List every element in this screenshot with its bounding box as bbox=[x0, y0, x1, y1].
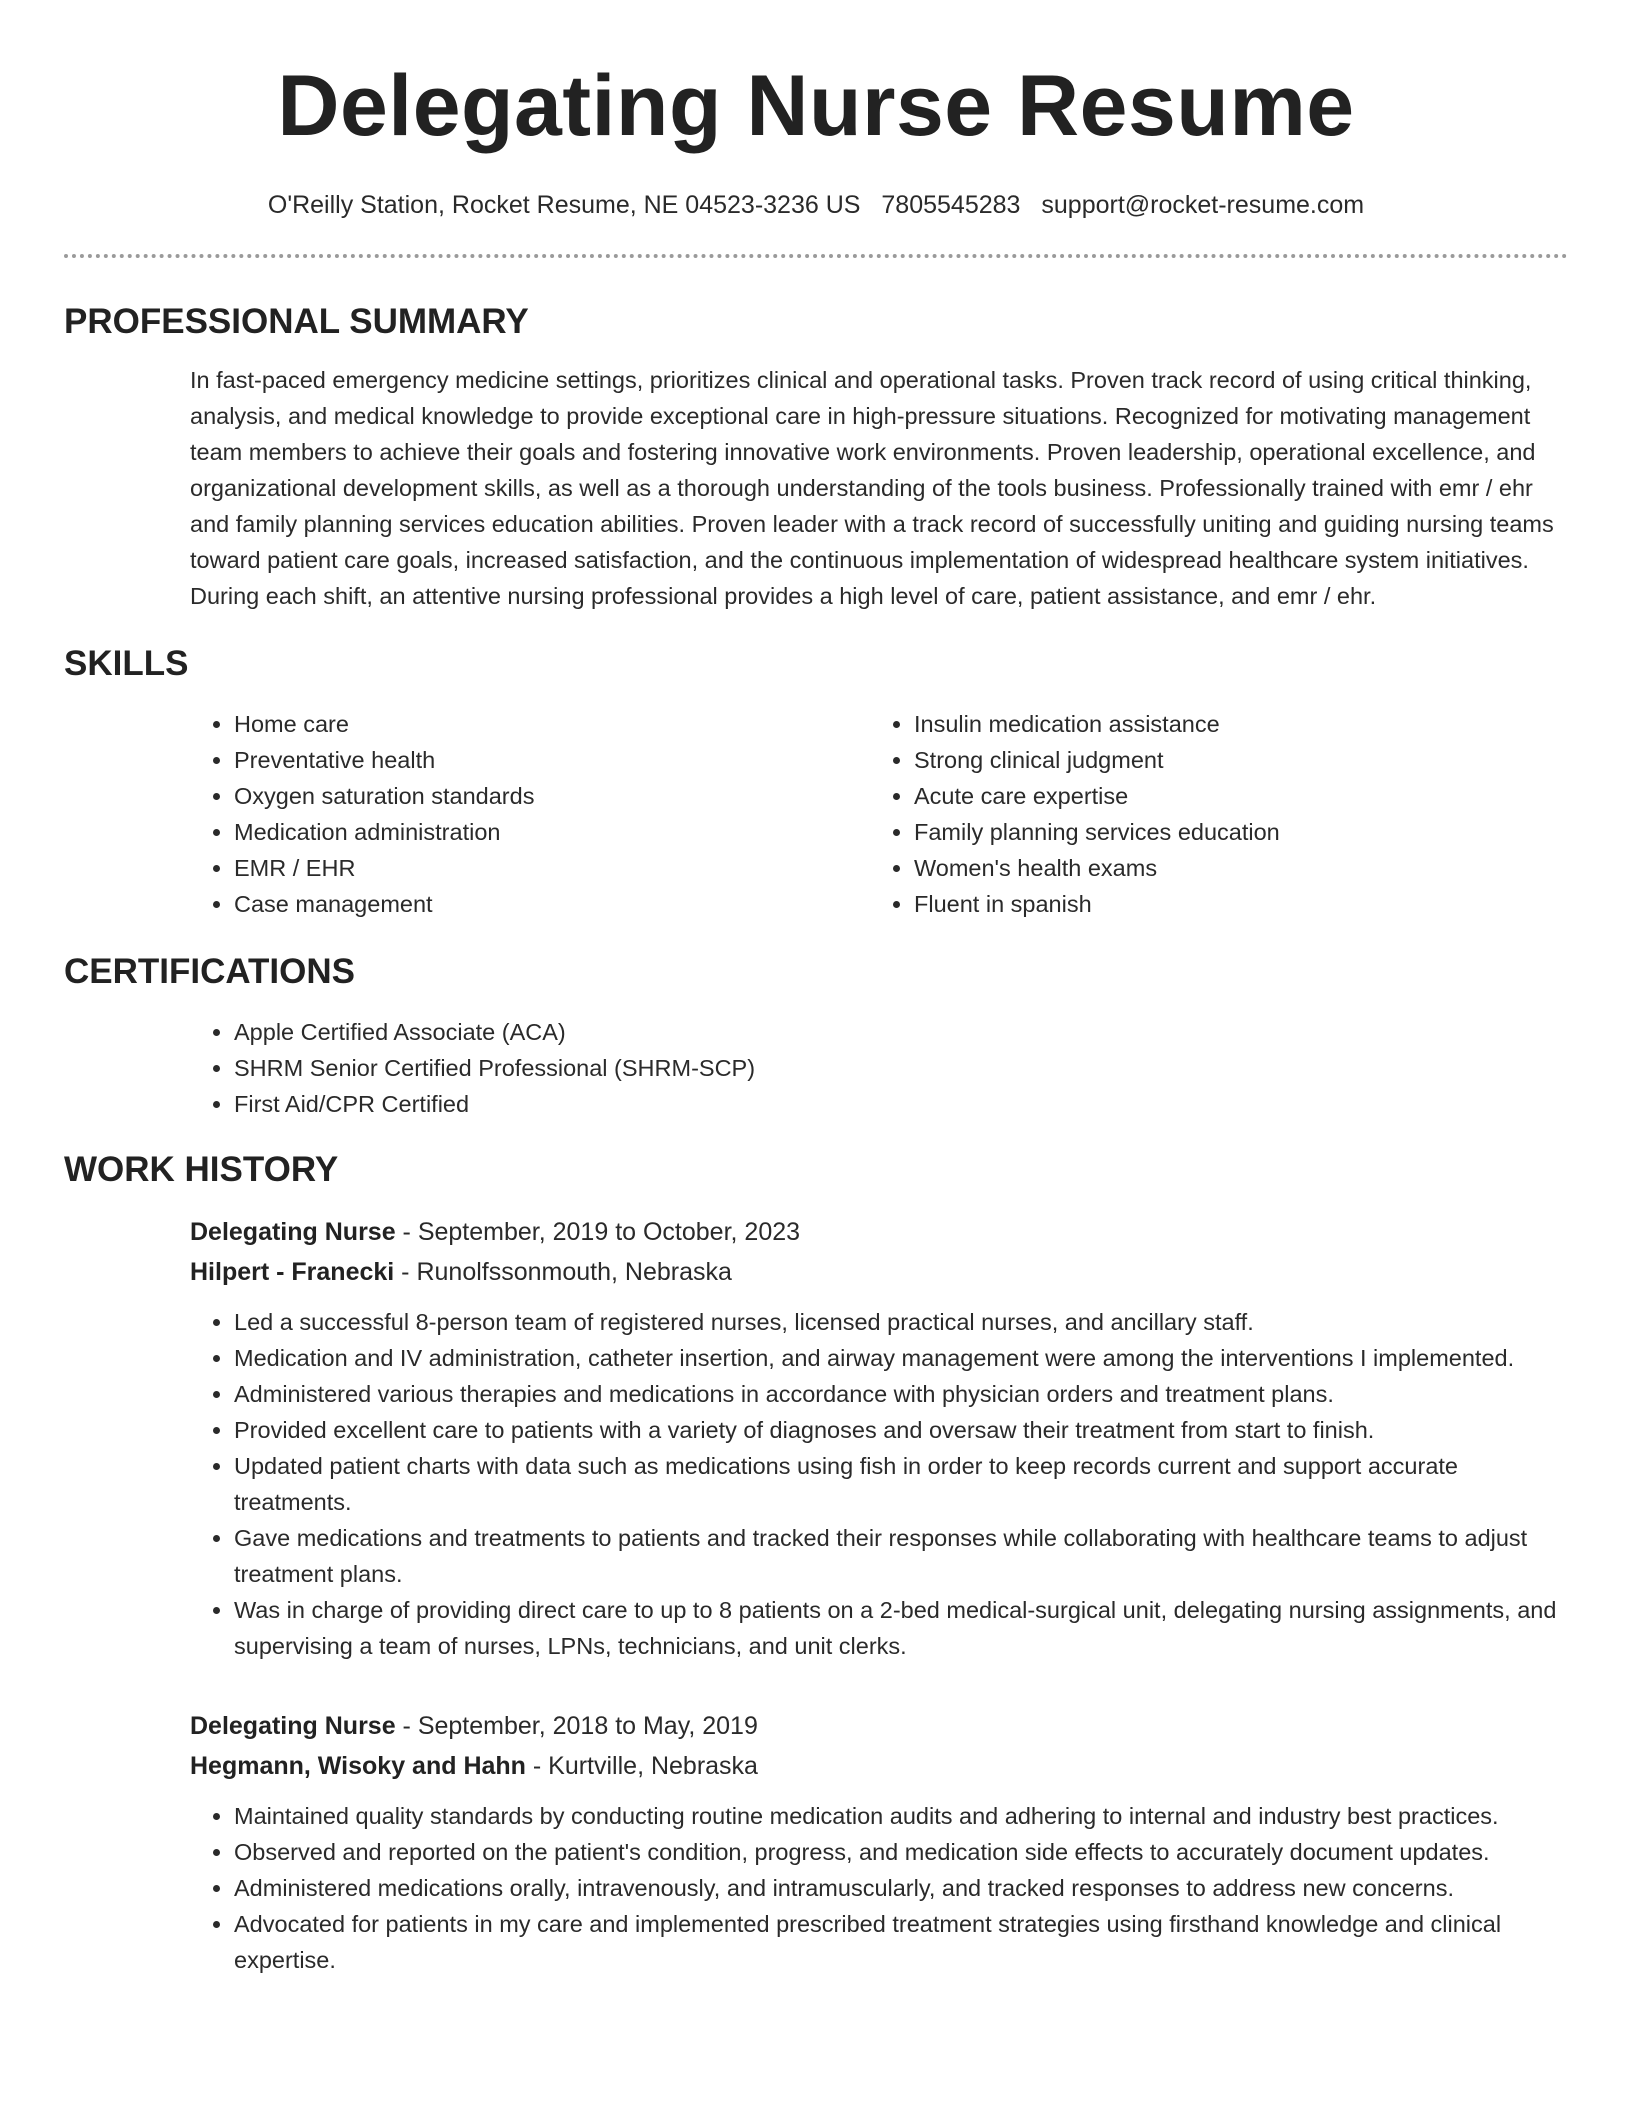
job-title-line bbox=[190, 1706, 1568, 1746]
job-title-line bbox=[190, 1212, 1568, 1252]
skill-item: • Oxygen saturation standards bbox=[234, 778, 870, 814]
section-heading-summary: PROFESSIONAL SUMMARY bbox=[64, 302, 529, 341]
section-heading-work-history: WORK HISTORY bbox=[64, 1150, 339, 1189]
duty-item: • Provided excellent care to patients with a variety of diagnoses and oversaw their treatment from start to finish. bbox=[234, 1412, 1568, 1448]
duty-item: • Updated patient charts with data such as medications using fish in order to keep records current and support accurate treatments. bbox=[234, 1448, 1568, 1520]
skill-item: • Insulin medication assistance bbox=[914, 706, 1550, 742]
certifications-list bbox=[190, 1014, 1568, 1122]
certification-item: • Apple Certified Associate (ACA) bbox=[234, 1014, 1568, 1050]
job-company-line bbox=[190, 1252, 1568, 1292]
certification-item: • First Aid/CPR Certified bbox=[234, 1086, 1568, 1122]
skill-item: • Home care bbox=[234, 706, 870, 742]
skill-item: • Medication administration bbox=[234, 814, 870, 850]
section-heading-skills: SKILLS bbox=[64, 644, 189, 683]
contact-email: support@rocket-resume.com bbox=[1041, 191, 1365, 219]
job-company-line bbox=[190, 1746, 1568, 1786]
contact-phone: 7805545283 bbox=[881, 191, 1021, 219]
job-duties-list bbox=[190, 1798, 1568, 1978]
job-role: Delegating Nurse bbox=[190, 1712, 396, 1740]
skill-item: • Strong clinical judgment bbox=[914, 742, 1550, 778]
contact-address: O'Reilly Station, Rocket Resume, NE 04523-3236 US bbox=[267, 191, 861, 219]
job-location: - Kurtville, Nebraska bbox=[525, 1752, 758, 1780]
skill-item: • Acute care expertise bbox=[914, 778, 1550, 814]
page-title: Delegating Nurse Resume bbox=[277, 58, 1355, 154]
resume-page bbox=[64, 0, 1568, 1978]
job-company: Hilpert - Franecki bbox=[190, 1258, 395, 1286]
skill-item: • Preventative health bbox=[234, 742, 870, 778]
duty-item: • Led a successful 8-person team of registered nurses, licensed practical nurses, and ancillary staff. bbox=[234, 1304, 1568, 1340]
skills-list-right bbox=[870, 706, 1550, 922]
duty-item: • Administered medications orally, intravenously, and intramuscularly, and tracked responses to address new concerns. bbox=[234, 1870, 1568, 1906]
certification-item: • SHRM Senior Certified Professional (SHRM-SCP) bbox=[234, 1050, 1568, 1086]
job-entry bbox=[190, 1212, 1568, 1664]
header-divider bbox=[64, 254, 1568, 258]
duty-item: • Observed and reported on the patient's condition, progress, and medication side effects to accurately document updates. bbox=[234, 1834, 1568, 1870]
skills-list-left bbox=[190, 706, 870, 922]
job-location: - Runolfssonmouth, Nebraska bbox=[394, 1258, 732, 1286]
summary-text: In fast-paced emergency medicine settings, prioritizes clinical and operational tasks. Proven track record of using critical thinking, analysis, and medical knowledge to provide exceptional care in high-pressure situations. Recognized for motivating management team members to achieve their goals and fostering innovative work environments. Proven leadership, operational excellence, and organizational development skills, as well as a thorough understanding of the tools business. Professionally trained with emr / ehr and family planning services education abilities. Proven leader with a track record of successfully uniting and guiding nursing teams toward patient care goals, increased satisfaction, and the continuous implementation of widespread healthcare system initiatives. During each shift, an attentive nursing professional provides a high level of care, patient assistance, and emr / ehr. bbox=[190, 367, 1554, 609]
skill-item: • Fluent in spanish bbox=[914, 886, 1550, 922]
skills-columns bbox=[190, 706, 1568, 922]
job-dates: - September, 2019 to October, 2023 bbox=[395, 1218, 801, 1246]
duty-item: • Administered various therapies and medications in accordance with physician orders and treatment plans. bbox=[234, 1376, 1568, 1412]
duty-item: • Advocated for patients in my care and implemented prescribed treatment strategies using firsthand knowledge and clinical expertise. bbox=[234, 1906, 1568, 1978]
skill-item: • Women's health exams bbox=[914, 850, 1550, 886]
section-heading-certifications: CERTIFICATIONS bbox=[64, 952, 356, 991]
duty-item: • Maintained quality standards by conducting routine medication audits and adhering to internal and industry best practices. bbox=[234, 1798, 1568, 1834]
job-company: Hegmann, Wisoky and Hahn bbox=[190, 1752, 526, 1780]
duty-item: • Gave medications and treatments to patients and tracked their responses while collaborating with healthcare teams to adjust treatment plans. bbox=[234, 1520, 1568, 1592]
skill-item: • Family planning services education bbox=[914, 814, 1550, 850]
skill-item: • Case management bbox=[234, 886, 870, 922]
duty-item: • Was in charge of providing direct care to up to 8 patients on a 2-bed medical-surgical unit, delegating nursing assignments, and supervising a team of nurses, LPNs, technicians, and unit clerks. bbox=[234, 1592, 1568, 1664]
skill-item: • EMR / EHR bbox=[234, 850, 870, 886]
job-role: Delegating Nurse bbox=[190, 1218, 396, 1246]
job-duties-list bbox=[190, 1304, 1568, 1664]
duty-item: • Medication and IV administration, catheter insertion, and airway management were among the interventions I implemented. bbox=[234, 1340, 1568, 1376]
job-dates: - September, 2018 to May, 2019 bbox=[395, 1712, 758, 1740]
job-entry bbox=[190, 1706, 1568, 1978]
contact-line bbox=[64, 188, 1568, 222]
